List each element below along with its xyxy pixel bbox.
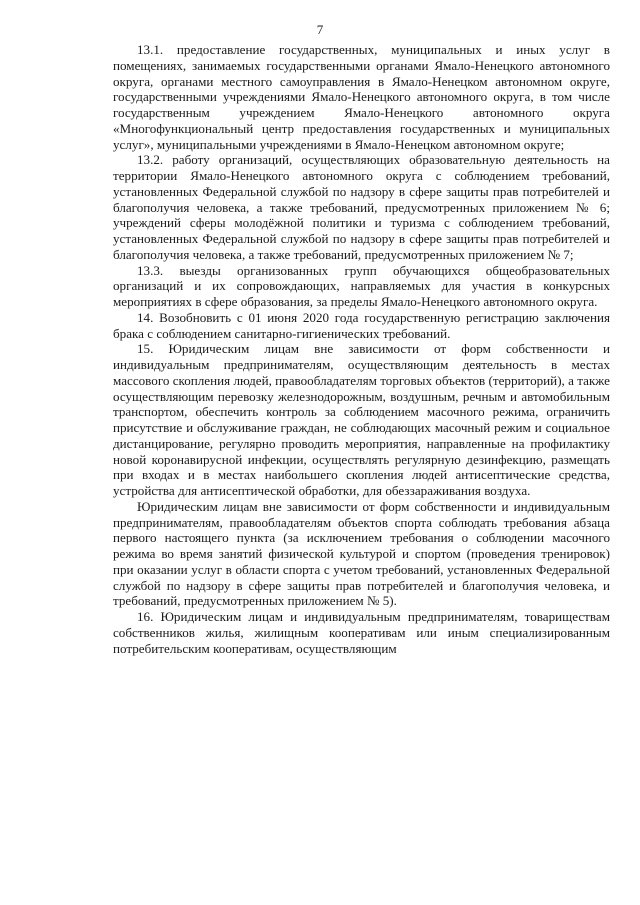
paragraph-14: 14. Возобновить с 01 июня 2020 года государственную регистрацию заключения брака с соблюдением санитарно-гигиенических требований.	[113, 309, 610, 341]
page-number: 7	[316, 22, 324, 37]
paragraph-15: 15. Юридическим лицам вне зависимости от форм собственности и индивидуальным предпринимателям, осуществляющим деятельность в местах массового скопления людей, правообладателям торговых объектов (территорий), а также осуществляющим перевозку железнодорожным, воздушным, речным и автомобильным транспортом, обеспечить контроль за соблюдением масочного режима, ограничить присутствие и обслуживание граждан, не соблюдающих масочный режим и социальное дистанцирование, регулярно проводить мероприятия, направленные на профилактику новой коронавирусной инфекции, осуществлять регулярную дезинфекцию, размещать при входах и в местах наибольшего скопления людей антисептические средства, устройства для антисептической обработки, для обеззараживания воздуха.	[113, 341, 610, 498]
paragraph-13-2: 13.2. работу организаций, осуществляющих образовательную деятельность на территории Ямало-Ненецкого автономного округа с соблюдением требований, установленных Федеральной службой по надзору в сфере защиты прав потребителей и благополучия человека, а также требований, предусмотренных приложением № 6; учреждений сферы молодёжной политики и туризма с соблюдением требований, установленных Федеральной службой по надзору в сфере защиты прав потребителей и благополучия человека, а также требований, предусмотренных приложением № 7;	[113, 152, 610, 262]
document-body	[113, 42, 610, 656]
paragraph-13-3: 13.3. выезды организованных групп обучающихся общеобразовательных организаций и их сопровождающих, направляемых для участия в конкурсных мероприятиях в сфере образования, за пределы Ямало-Ненецкого автономного округа.	[113, 262, 610, 309]
paragraph-16: 16. Юридическим лицам и индивидуальным предпринимателям, товариществам собственников жилья, жилищным кооперативам или иным специализированным потребительским кооперативам, осуществляющим	[113, 609, 610, 656]
paragraph-15-sports: Юридическим лицам вне зависимости от форм собственности и индивидуальным предпринимателям, правообладателям объектов спорта соблюдать требования абзаца первого настоящего пункта (за исключением требования о соблюдении масочного режима во время занятий физической культурой и спортом (проведения тренировок) при оказании услуг в области спорта с учетом требований, установленных Федеральной службой по надзору в сфере защиты прав потребителей и благополучия человека, и требований, предусмотренных приложением № 5).	[113, 498, 610, 609]
paragraph-13-1: 13.1. предоставление государственных, муниципальных и иных услуг в помещениях, занимаемых государственными органами Ямало-Ненецкого автономного округа, органами местного самоуправления в Ямало-Ненецком автономном округе, государственными учреждениями Ямало-Ненецкого автономного округа, в том числе государственным учреждением Ямало-Ненецкого автономного округа «Многофункциональный центр предоставления государственных и муниципальных услуг», муниципальными учреждениями в Ямало-Ненецком автономном округе;	[113, 42, 610, 152]
